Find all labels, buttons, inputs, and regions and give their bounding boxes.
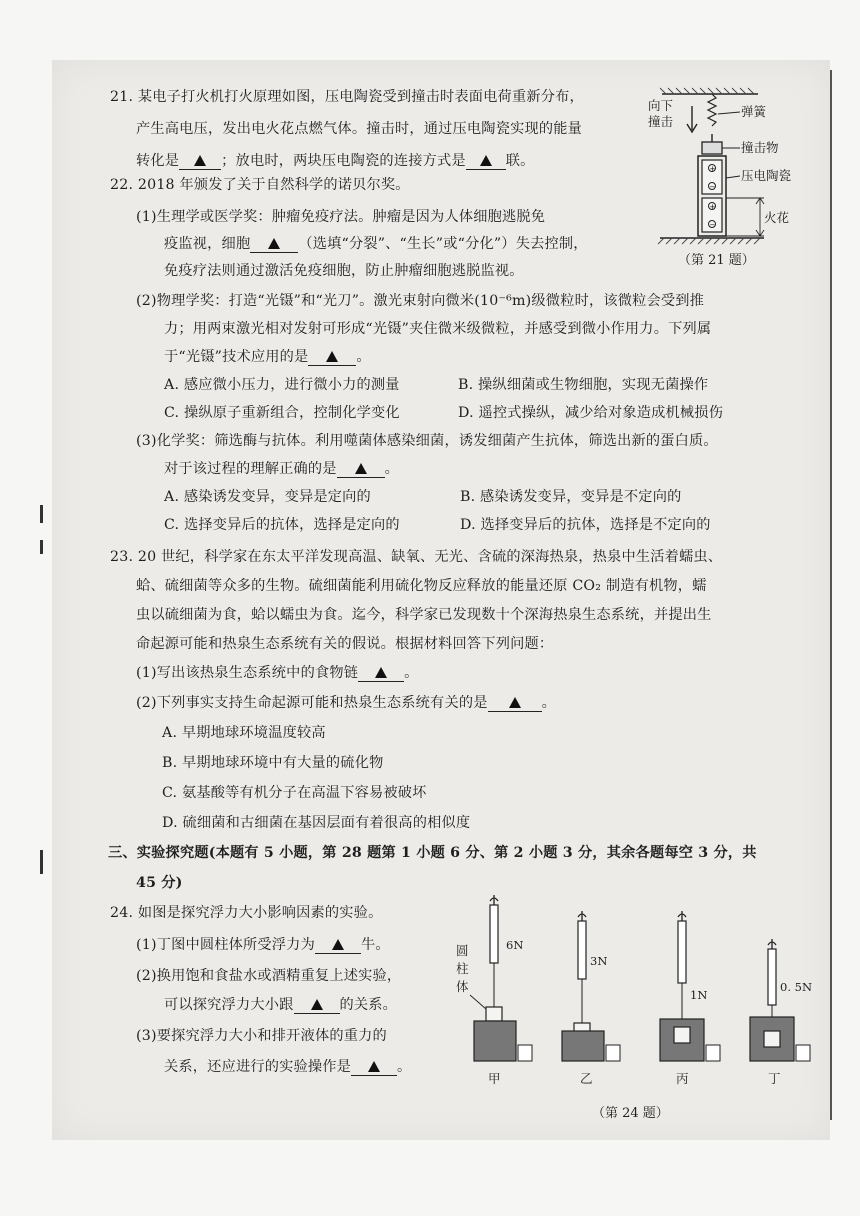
page-border-line xyxy=(830,70,832,1120)
svg-text:+: + xyxy=(709,165,716,173)
q23-line-2: 蛤、硫细菌等众多的生物。硫细菌能利用硫化物反应释放的能量还原 CO₂ 制造有机物，蠕 xyxy=(136,578,707,594)
triangle-icon xyxy=(268,238,280,249)
q22-part2-line-2: 力；用两束激光相对发射可形成“光镊”夹住微米级微粒，并感受到微小作用力。下列属 xyxy=(164,321,712,337)
q22-part1-line-1: (1)生理学或医学奖：肿瘤免疫疗法。肿瘤是因为人体细胞逃脱免 xyxy=(136,209,546,225)
q22-text: 对于该过程的理解正确的是 xyxy=(164,461,337,477)
q22-part3-option-a: A. 感染诱发变异，变异是定向的 xyxy=(164,489,371,505)
hook-icon xyxy=(768,939,776,949)
spring-scale xyxy=(490,905,498,963)
section-3-heading: 三、实验探究题(本题有 5 小题，第 28 题第 1 小题 6 分、第 2 小题 3 分，其余各题每空 3 分，共 xyxy=(108,845,757,861)
binding-mark xyxy=(40,540,43,554)
q24-text: 可以探究浮力大小跟 xyxy=(164,997,294,1013)
answer-blank[interactable] xyxy=(351,1059,397,1076)
figure-24-caption: （第 24 题） xyxy=(592,1106,669,1121)
q24-text: 。 xyxy=(397,1059,412,1075)
small-cup xyxy=(706,1045,720,1061)
spring-scale xyxy=(578,921,586,979)
reading-jia: 6N xyxy=(506,938,524,952)
setup-ding xyxy=(750,939,812,1086)
q21-line-3 xyxy=(136,150,535,172)
overflow-beaker xyxy=(474,1021,516,1061)
cylinder-block xyxy=(674,1027,690,1043)
answer-blank[interactable] xyxy=(358,665,404,682)
q24-part2-line-1: (2)换用饱和食盐水或酒精重复上述实验， xyxy=(136,968,402,984)
q23-option-a: A. 早期地球环境温度较高 xyxy=(162,725,326,741)
label-bing: 丙 xyxy=(676,1071,689,1086)
answer-blank[interactable] xyxy=(315,937,361,954)
cylinder-block xyxy=(764,1031,780,1047)
q23-text: (1)写出该热泉生态系统中的食物链 xyxy=(136,665,359,681)
label-spring: 弹簧 xyxy=(741,104,767,119)
figure-21-lighter-diagram xyxy=(640,86,800,276)
label-jia: 甲 xyxy=(488,1071,501,1086)
reading-ding: 0. 5N xyxy=(780,980,813,994)
overflow-beaker xyxy=(562,1031,604,1061)
striker-block xyxy=(702,142,722,154)
triangle-icon xyxy=(326,351,338,362)
setup-yi xyxy=(562,911,620,1086)
answer-blank[interactable] xyxy=(250,236,298,253)
figure-24-buoyancy-diagram xyxy=(456,895,820,1135)
triangle-icon xyxy=(332,939,344,950)
label-cylinder-1: 圆 xyxy=(456,943,469,958)
q24-part2-line-2 xyxy=(164,994,397,1016)
q22-part2-line-1: (2)物理学奖：打造“光镊”和“光刀”。激光束射向微米(10⁻⁶m)级微粒时，该微粒会受到推 xyxy=(136,293,705,309)
q22-part2-option-d: D. 遥控式操纵，减少给对象造成机械损伤 xyxy=(458,405,724,421)
label-hit: 撞击 xyxy=(648,114,674,129)
hook-icon xyxy=(490,895,498,905)
triangle-icon xyxy=(509,697,521,708)
triangle-icon xyxy=(311,999,323,1010)
q22-text: 。 xyxy=(356,349,371,365)
spring-scale xyxy=(768,949,776,1005)
q24-part3-line-1: (3)要探究浮力大小和排开液体的重力的 xyxy=(136,1028,387,1044)
q22-part3-line-1: (3)化学奖：筛选酶与抗体。利用噬菌体感染细菌，诱发细菌产生抗体，筛选出新的蛋白质。 xyxy=(136,433,718,449)
label-spark: 火花 xyxy=(764,210,790,225)
setup-bing xyxy=(660,911,720,1086)
small-cup xyxy=(796,1045,810,1061)
label-striker: 撞击物 xyxy=(741,140,779,155)
hook-icon xyxy=(578,911,586,921)
q22-text: 。 xyxy=(384,461,400,477)
q23-part1 xyxy=(136,662,419,684)
label-ceramic: 压电陶瓷 xyxy=(741,168,792,183)
q24-text: 的关系。 xyxy=(339,997,398,1013)
q23-option-d: D. 硫细菌和古细菌在基因层面有着很高的相似度 xyxy=(162,815,471,831)
svg-text:−: − xyxy=(709,183,716,191)
q21-line-1: 21. 某电子打火机打火原理如图，压电陶瓷受到撞击时表面电荷重新分布， xyxy=(110,89,584,105)
q23-part2 xyxy=(136,692,556,714)
q23-text: (2)下列事实支持生命起源可能和热泉生态系统有关的是 xyxy=(136,695,488,711)
q22-line-1: 22. 2018 年颁发了关于自然科学的诺贝尔奖。 xyxy=(110,177,410,193)
cylinder-block xyxy=(486,1007,502,1021)
small-cup xyxy=(606,1045,620,1061)
q23-option-c: C. 氨基酸等有机分子在高温下容易被破坏 xyxy=(162,785,427,801)
q21-text: ；放电时，两块压电陶瓷的连接方式是 xyxy=(221,153,466,169)
figure-21-caption: （第 21 题） xyxy=(678,253,755,268)
section-3-heading-cont: 45 分) xyxy=(136,875,183,891)
q23-line-3: 虫以硫细菌为食，蛤以蠕虫为食。迄今，科学家已发现数十个深海热泉生态系统，并提出生 xyxy=(136,607,712,623)
label-cylinder-3: 体 xyxy=(456,979,469,994)
q23-line-4: 命起源可能和热泉生态系统有关的假说。根据材料回答下列问题： xyxy=(136,636,554,652)
small-cup xyxy=(518,1045,532,1061)
hook-icon xyxy=(678,911,686,921)
binding-mark xyxy=(40,505,43,523)
reading-yi: 3N xyxy=(590,954,608,968)
triangle-icon xyxy=(194,155,206,166)
svg-text:+: + xyxy=(709,203,716,211)
answer-blank[interactable] xyxy=(488,695,542,712)
triangle-icon xyxy=(355,463,367,474)
q22-part2-option-b: B. 操纵细菌或生物细胞，实现无菌操作 xyxy=(458,377,709,393)
q22-text: 于“光镊”技术应用的是 xyxy=(164,349,309,365)
q23-text: 。 xyxy=(541,695,557,711)
answer-blank[interactable] xyxy=(308,349,356,366)
q24-part1 xyxy=(136,934,390,956)
q22-part2-option-c: C. 操纵原子重新组合，控制化学变化 xyxy=(164,405,400,421)
q22-text: 疫监视，细胞 xyxy=(164,236,251,252)
triangle-icon xyxy=(375,667,387,678)
q22-text: （选填“分裂”、“生长”或“分化”）失去控制， xyxy=(298,236,588,252)
q22-part2-option-a: A. 感应微小压力，进行微小力的测量 xyxy=(164,377,400,393)
spring-scale xyxy=(678,921,686,983)
q22-part3-option-c: C. 选择变异后的抗体，选择是定向的 xyxy=(164,517,400,533)
q21-text: 转化是 xyxy=(136,153,180,169)
svg-text:−: − xyxy=(709,221,716,229)
q24-line-1: 24. 如图是探究浮力大小影响因素的实验。 xyxy=(110,905,383,921)
q22-part3-option-b: B. 感染诱发变异，变异是不定向的 xyxy=(460,489,682,505)
q22-part3-option-d: D. 选择变异后的抗体，选择是不定向的 xyxy=(460,517,711,533)
q21-line-2: 产生高电压，发出电火花点燃气体。撞击时，通过压电陶瓷实现的能量 xyxy=(136,121,583,137)
reading-bing: 1N xyxy=(690,988,708,1002)
q23-option-b: B. 早期地球环境中有大量的硫化物 xyxy=(162,755,384,771)
q24-text: (1)丁图中圆柱体所受浮力为 xyxy=(136,937,315,953)
q21-text: 联。 xyxy=(505,153,535,169)
q24-text: 关系，还应进行的实验操作是 xyxy=(164,1059,352,1075)
binding-mark xyxy=(40,850,43,874)
triangle-icon xyxy=(368,1061,380,1072)
label-down: 向下 xyxy=(648,98,674,113)
q23-text: 。 xyxy=(404,665,419,681)
q22-part3-line-2 xyxy=(164,458,399,480)
q23-line-1: 23. 20 世纪，科学家在东太平洋发现高温、缺氧、无光、含硫的深海热泉，热泉中生活着蠕虫、 xyxy=(110,549,723,565)
q22-part1-line-3: 免疫疗法则通过激活免疫细胞，防止肿瘤细胞逃脱监视。 xyxy=(164,263,524,279)
q22-part2-line-3 xyxy=(164,346,371,368)
setup-jia xyxy=(456,895,532,1086)
answer-blank[interactable] xyxy=(294,997,340,1014)
triangle-icon xyxy=(480,155,492,166)
q22-part1-line-2 xyxy=(164,233,588,255)
spring-icon xyxy=(708,94,716,126)
answer-blank[interactable] xyxy=(179,153,221,170)
label-yi: 乙 xyxy=(580,1071,593,1086)
q24-part3-line-2 xyxy=(164,1056,411,1078)
label-ding: 丁 xyxy=(768,1071,781,1086)
answer-blank[interactable] xyxy=(466,153,506,170)
answer-blank[interactable] xyxy=(337,461,385,478)
q24-text: 牛。 xyxy=(360,937,390,953)
label-cylinder-2: 柱 xyxy=(456,961,469,976)
